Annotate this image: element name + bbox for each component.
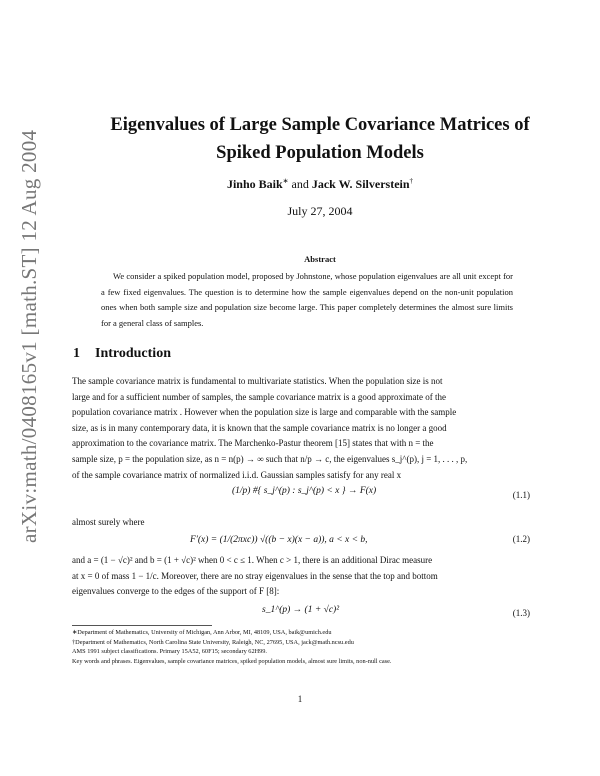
paper-date: July 27, 2004 (287, 204, 353, 218)
section-title: Introduction (95, 346, 171, 361)
paragraph-line: sample size, p = the population size, as n = n(p) → ∞ such that n/p → c, the eigenvalues s_j^(p), j = 1, . . . , p, (72, 453, 468, 464)
paragraph-line: eigenvalues converge to the edges of the support of F [8]: (72, 586, 280, 597)
equation-1-3: s_1^(p) → (1 + √c)² (262, 605, 340, 615)
footnote-rule (72, 625, 212, 626)
equation-1-3-number: (1.3) (512, 608, 530, 618)
footnote-classification: AMS 1991 subject classifications. Primary 15A52, 60F15; secondary 62H99. (72, 648, 268, 656)
abstract-heading: Abstract (304, 254, 336, 264)
page-number: 1 (297, 694, 303, 704)
paragraph-1 (72, 374, 530, 483)
paragraph-line: large and for a sufficient number of samples, the sample covariance matrix is a good approximate of the (72, 391, 447, 402)
paper-title-line-2: Spiked Population Models (216, 143, 424, 163)
author-2-footnote-mark: † (409, 177, 414, 185)
footnote-affiliation-2: †Department of Mathematics, North Carolina State University, Raleigh, NC, 27695, USA, jack@math.ncsu.edu (72, 638, 354, 646)
paper-title-line-1: Eigenvalues of Large Sample Covariance Matrices of (110, 115, 530, 135)
author-1: Jinho Baik (226, 177, 283, 191)
almost-surely-text (72, 515, 530, 531)
paragraph-line: population covariance matrix . However when the population size is large and comparable with the sample (72, 407, 457, 418)
equation-1-2: F′(x) = (1/(2πxc)) √((b − x)(x − a)), a < x < b, (190, 535, 368, 545)
paragraph-line: The sample covariance matrix is fundamental to multivariate statistics. When the population size is not (72, 376, 443, 386)
equation-1-2-number: (1.2) (512, 534, 530, 544)
section-number: 1 (73, 346, 80, 361)
equation-1-1: (1/p) #{ s_j^(p) : s_j^(p) < x } → F(x) (232, 486, 377, 496)
author-1-footnote-mark: ∗ (282, 177, 289, 185)
footnote-keywords: Key words and phrases. Eigenvalues, sample covariance matrices, spiked population models, almost sure limits, non-null case. (72, 657, 392, 665)
paragraph-line: approximation to the covariance matrix. The Marchenko-Pastur theorem [15] states that with n = the (72, 438, 434, 449)
paragraph-line: of the sample covariance matrix of normalized i.i.d. Gaussian samples satisfy for any real x (72, 469, 402, 480)
footnote-affiliation-1: ∗Department of Mathematics, University of Michigan, Ann Arbor, MI, 48109, USA, baik@umich.edu (72, 629, 332, 636)
abstract-text: We consider a spiked population model, proposed by Johnstone, whose population eigenvalues are all unit except for a few fixed eigenvalues. The question is to determine how the sample eigenvalues depend on the non-unit population ones when both sample size and population size become large. This paper completely determines the almost sure limits for a general class of samples. (101, 271, 513, 329)
author-2: Jack W. Silverstein (311, 177, 410, 191)
authors (60, 177, 580, 192)
paragraph-line: and a = (1 − √c)² and b = (1 + √c)² when 0 < c ≤ 1. When c > 1, there is an additional Dirac measure (72, 555, 433, 565)
paragraph-line: almost surely where (72, 517, 145, 527)
footnotes (72, 628, 532, 666)
paragraph-2 (72, 553, 530, 600)
paragraph-line: size, as is in many contemporary data, it is known that the sample covariance matrix is no longer a good (72, 422, 447, 433)
equation-1-1-number: (1.1) (512, 490, 530, 500)
author-and: and (291, 177, 309, 191)
paragraph-line: at x = 0 of mass 1 − 1/c. Moreover, there are no stray eigenvalues in the sense that the top and bottom (72, 570, 438, 581)
section-heading (73, 346, 171, 362)
arxiv-identifier: arXiv:math/0408165v1 [math.ST] 12 Aug 2004 (17, 129, 41, 543)
